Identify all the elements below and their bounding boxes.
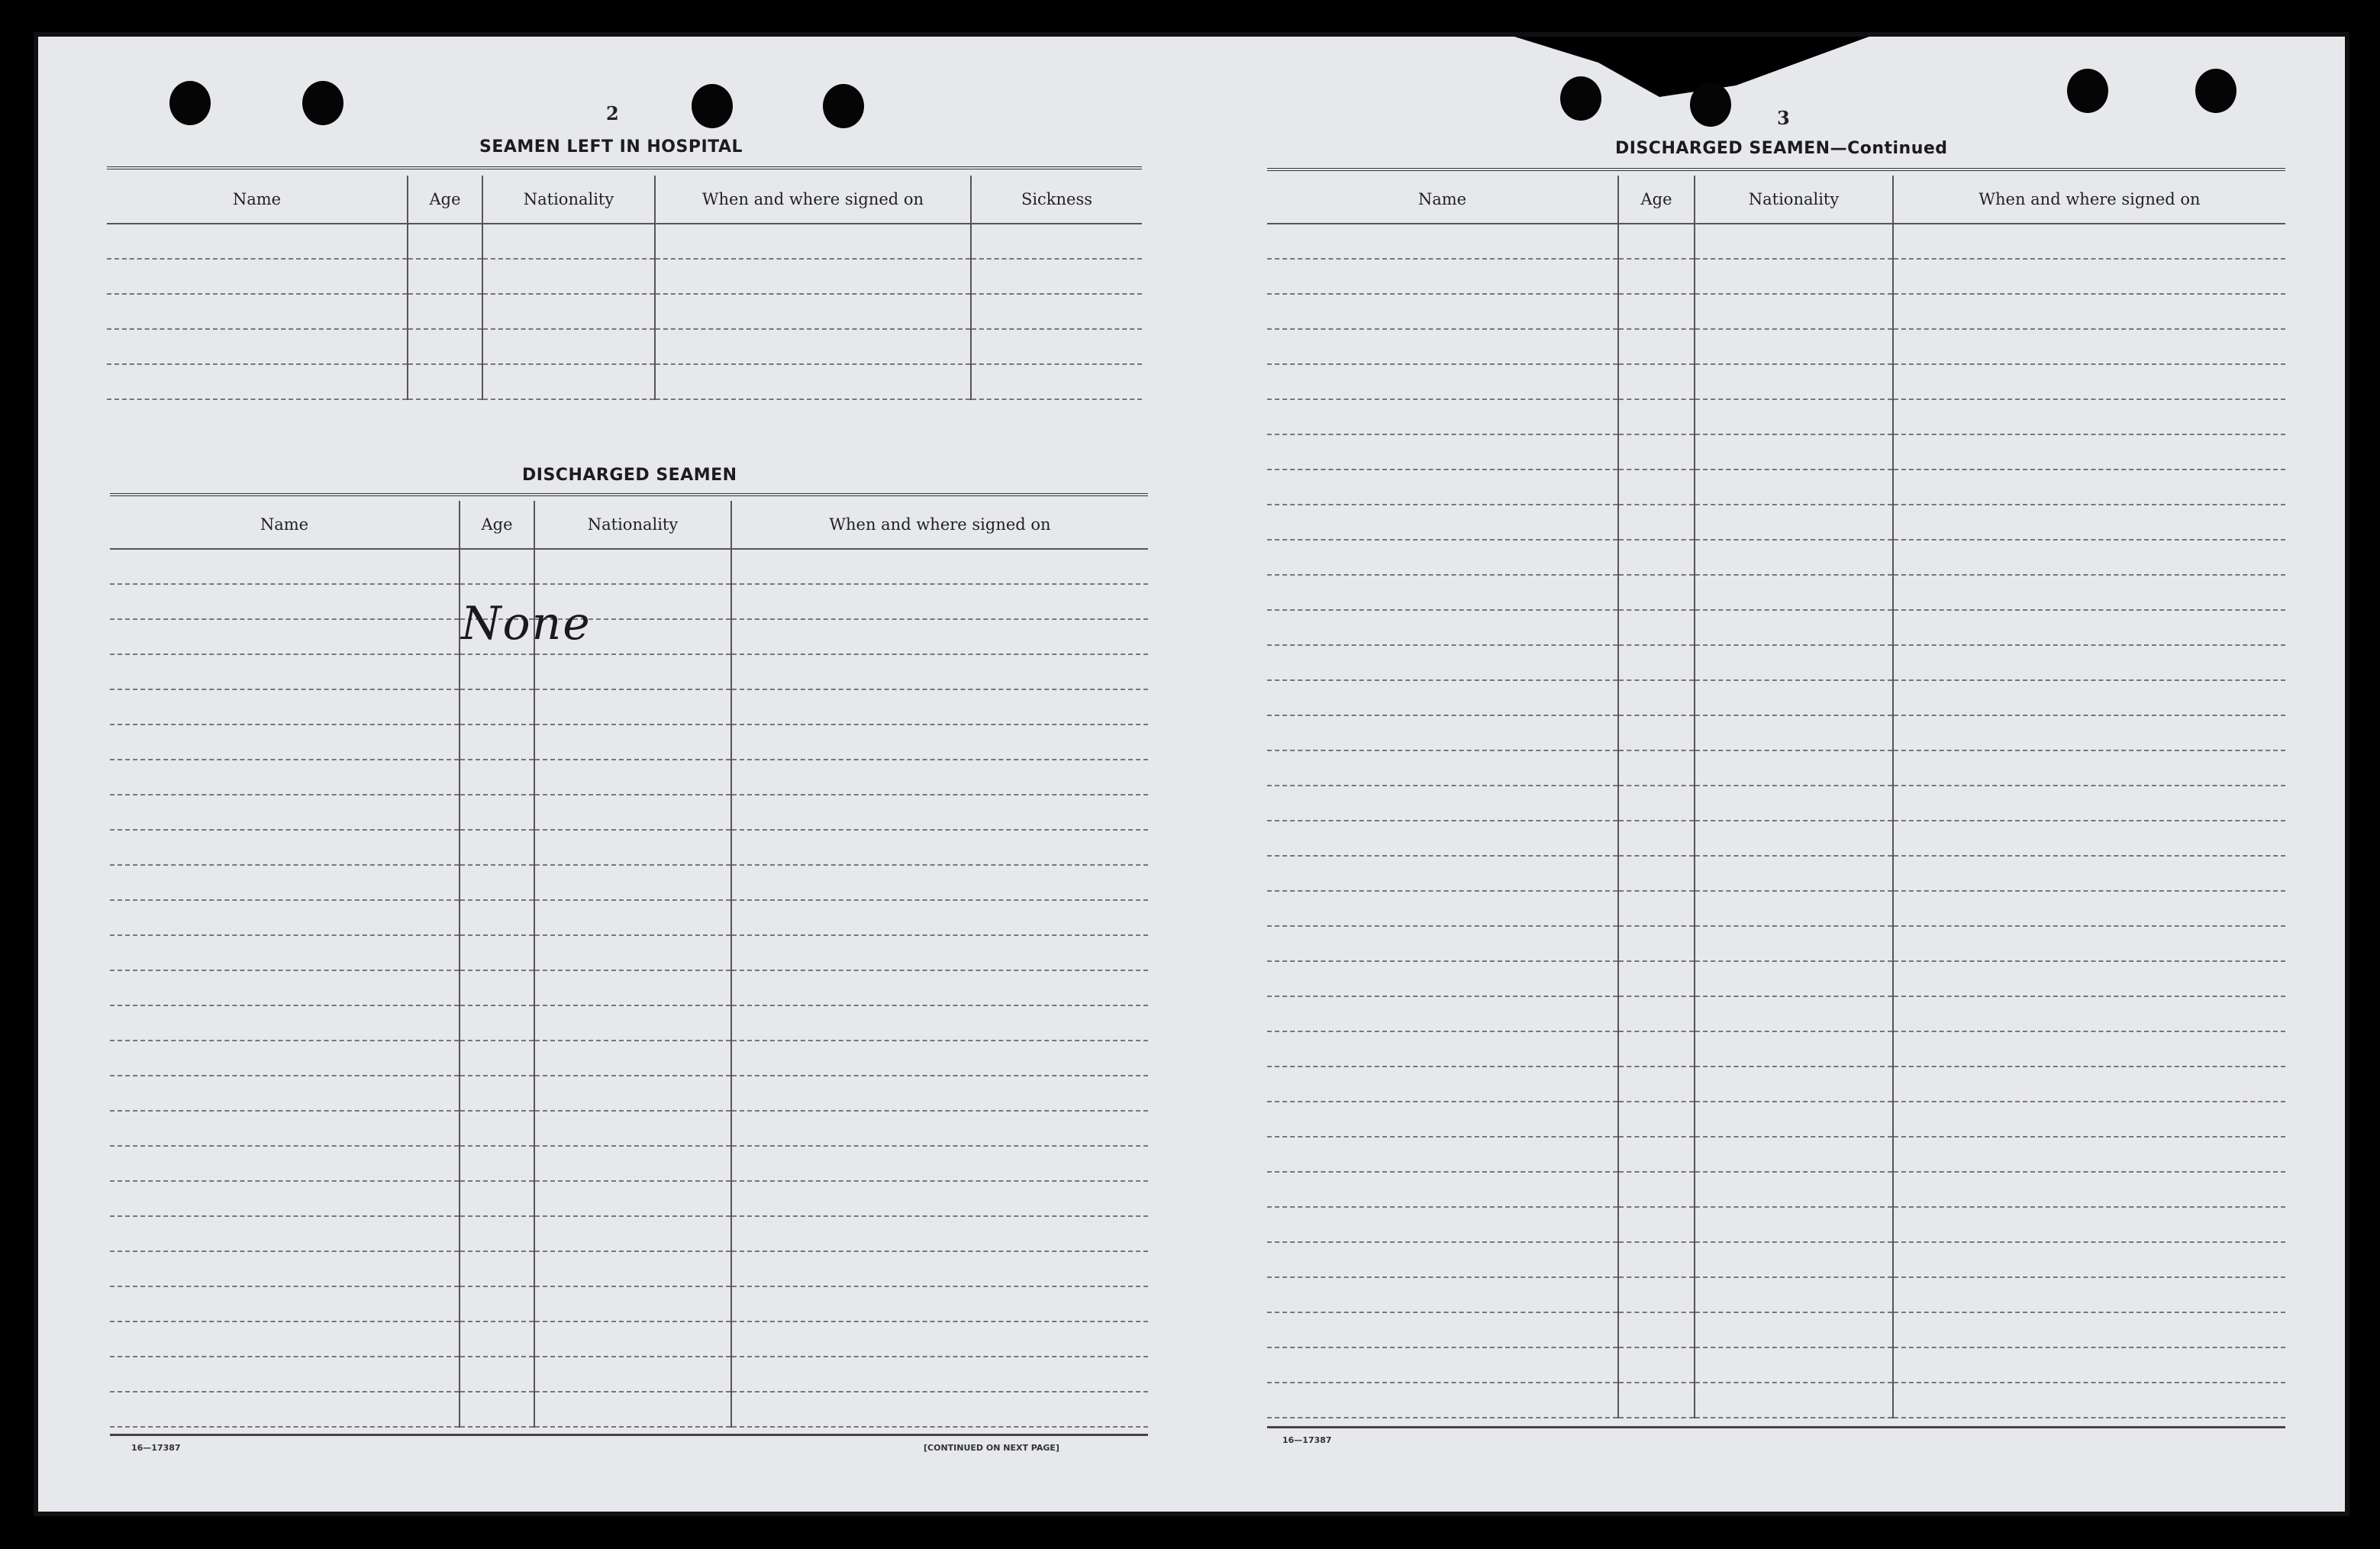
discharged-rows [110,549,1148,1427]
table-row [1267,259,2285,294]
table-row [110,830,1148,865]
table-row [1267,364,2285,399]
table-row [110,1041,1148,1076]
col-header-name: Name [110,501,460,549]
table-row [1267,1242,2285,1277]
table-row [1267,224,2285,259]
form-code-right: 16—17387 [1282,1435,1332,1445]
table-row [1267,294,2285,329]
binder-hole [2067,69,2108,113]
col-header-signed-on: When and where signed on [1893,176,2285,224]
table-row [110,795,1148,830]
binder-hole [823,84,864,128]
table-row [1267,329,2285,364]
document-sheet [34,32,2349,1516]
col-header-signed-on: When and where signed on [731,501,1148,549]
col-header-sickness: Sickness [971,176,1142,224]
col-header-signed-on: When and where signed on [655,176,971,224]
table-row [1267,610,2285,645]
hospital-top-rule [107,166,1142,169]
discharged-continued-title-suffix: —Continued [1830,139,1948,158]
hospital-rows [107,224,1142,399]
table-row [110,1005,1148,1041]
table-row [107,364,1142,399]
table-row [110,1076,1148,1111]
table-row [1267,856,2285,891]
form-code-left: 16—17387 [131,1443,181,1453]
table-row [1267,1102,2285,1137]
right-top-rule [1267,168,2285,171]
table-row [1267,470,2285,505]
table-row [1267,1207,2285,1242]
table-row [110,1321,1148,1357]
table-row [110,654,1148,689]
table-row [110,1111,1148,1146]
binder-hole [2195,69,2236,113]
col-header-age: Age [1618,176,1695,224]
col-header-name: Name [1267,176,1618,224]
table-row [1267,891,2285,926]
right-bottom-rule [1267,1426,2285,1428]
binder-hole [1560,76,1601,121]
table-row [1267,926,2285,961]
table-row [1267,821,2285,856]
table-row [1267,715,2285,750]
discharged-continued-table [1267,176,2285,1418]
table-row [1267,399,2285,434]
table-row [110,1251,1148,1286]
discharged-top-rule [110,493,1148,496]
table-row [110,900,1148,935]
col-header-age: Age [408,176,482,224]
discharged-section-title: DISCHARGED SEAMEN [522,466,737,485]
table-row [110,970,1148,1005]
discharged-continued-rows [1267,224,2285,1418]
col-header-nationality: Nationality [1695,176,1893,224]
col-header-nationality: Nationality [482,176,655,224]
hospital-table [107,176,1142,400]
col-header-nationality: Nationality [534,501,731,549]
table-row [110,724,1148,760]
table-row [110,865,1148,900]
table-row [1267,680,2285,715]
table-row [110,584,1148,619]
table-row [107,294,1142,329]
table-row [110,549,1148,584]
discharged-continued-title [1615,139,1948,158]
continued-note: [CONTINUED ON NEXT PAGE] [924,1443,1059,1453]
table-row [1267,996,2285,1031]
table-row [1267,961,2285,996]
binder-hole [302,81,343,125]
table-row [1267,434,2285,470]
table-row [110,619,1148,654]
binder-hole [692,84,733,128]
table-row [1267,1031,2285,1067]
handwritten-none: None [461,597,592,650]
col-header-name: Name [107,176,408,224]
table-row [110,760,1148,795]
table-row [107,259,1142,294]
page-number-left: 2 [606,102,619,124]
table-row [107,329,1142,364]
table-row [1267,505,2285,540]
binder-hole [169,81,211,125]
discharged-continued-title-main: DISCHARGED SEAMEN [1615,139,1830,158]
discharged-table [110,501,1148,1428]
col-header-age: Age [460,501,534,549]
table-row [110,1146,1148,1181]
table-row [1267,750,2285,786]
table-row [107,224,1142,259]
table-row [1267,1172,2285,1207]
table-row [1267,1312,2285,1347]
table-row [1267,1137,2285,1172]
table-row [1267,1347,2285,1383]
table-row [110,1216,1148,1251]
table-row [1267,1277,2285,1312]
hospital-section-title: SEAMEN LEFT IN HOSPITAL [479,137,743,157]
table-row [110,689,1148,724]
binder-hole [1690,82,1731,127]
table-row [1267,575,2285,610]
table-row [110,1357,1148,1392]
left-bottom-rule [110,1434,1148,1436]
table-row [1267,786,2285,821]
table-row [1267,1383,2285,1418]
table-row [110,1392,1148,1427]
table-row [110,1286,1148,1321]
table-row [110,1181,1148,1216]
table-row [1267,1067,2285,1102]
table-row [1267,645,2285,680]
table-row [110,935,1148,970]
table-row [1267,540,2285,575]
page-number-right: 3 [1777,107,1790,129]
